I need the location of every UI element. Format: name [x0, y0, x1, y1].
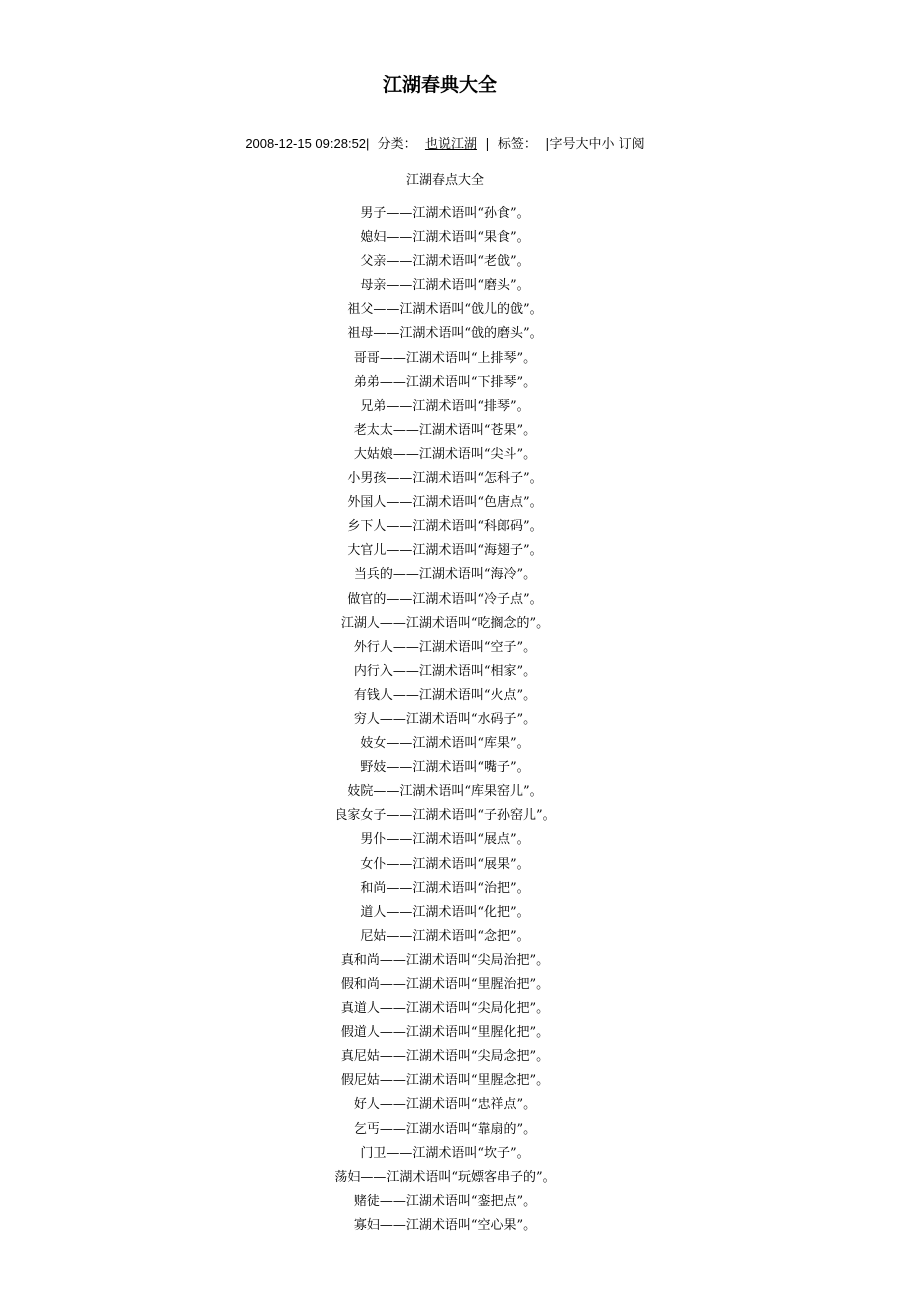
font-size-subscribe-tools[interactable]: |字号大中小 订阅 — [545, 137, 645, 152]
tags-label: 标签： — [497, 137, 537, 152]
term-entry: 哥哥——江湖术语叫“上排琴”。 — [353, 350, 537, 366]
term-entry: 祖母——江湖术语叫“戗的磨头”。 — [347, 326, 543, 342]
term-entry: 乡下人——江湖术语叫“科郎码”。 — [347, 519, 543, 535]
term-entry: 大官儿——江湖术语叫“海翅子”。 — [347, 543, 543, 559]
term-entry: 假尼姑——江湖术语叫“里腥念把”。 — [340, 1073, 550, 1089]
page-title: 江湖春典大全 — [382, 74, 497, 96]
post-datetime: 2008-12-15 09:28:52| — [245, 136, 370, 151]
term-entry: 男子——江湖术语叫“孙食”。 — [360, 206, 530, 221]
category-link[interactable]: 也说江湖 — [424, 137, 477, 152]
term-entry: 江湖人——江湖术语叫“吃搁念的”。 — [340, 615, 550, 631]
term-list — [0, 204, 890, 1240]
term-entry: 真和尚——江湖术语叫“尖局治把”。 — [340, 952, 550, 968]
term-entry: 外行人——江湖术语叫“空子”。 — [353, 639, 537, 655]
term-entry: 父亲——江湖术语叫“老戗”。 — [360, 254, 530, 270]
term-entry: 女仆——江湖术语叫“展果”。 — [360, 856, 530, 872]
term-entry: 小男孩——江湖术语叫“怎科子”。 — [347, 471, 543, 487]
term-entry: 和尚——江湖术语叫“治把”。 — [360, 880, 530, 896]
term-entry: 穷人——江湖术语叫“水码子”。 — [353, 711, 537, 727]
term-entry: 妓院——江湖术语叫“库果窑儿”。 — [347, 784, 543, 800]
term-entry: 荡妇——江湖术语叫“玩嫖客串子的”。 — [334, 1169, 556, 1185]
term-entry: 母亲——江湖术语叫“磨头”。 — [360, 278, 530, 294]
term-entry: 好人——江湖术语叫“忠祥点”。 — [353, 1097, 537, 1113]
term-entry: 有钱人——江湖术语叫“火点”。 — [353, 687, 537, 703]
term-entry: 老太太——江湖术语叫“苍果”。 — [353, 422, 537, 438]
term-entry: 真尼姑——江湖术语叫“尖局念把”。 — [340, 1049, 550, 1065]
term-entry: 寡妇——江湖术语叫“空心果”。 — [353, 1217, 537, 1233]
term-entry: 门卫——江湖术语叫“坎子”。 — [360, 1145, 530, 1161]
term-entry: 内行入——江湖术语叫“相家”。 — [353, 663, 537, 679]
term-entry: 外国人——江湖术语叫“色唐点”。 — [347, 495, 543, 511]
post-meta — [0, 133, 890, 152]
meta-separator: | — [485, 137, 490, 152]
term-entry: 良家女子——江湖术语叫“子孙窑儿”。 — [334, 808, 556, 824]
term-entry: 赌徒——江湖术语叫“銮把点”。 — [353, 1193, 537, 1209]
term-entry: 野妓——江湖术语叫“嘴子”。 — [360, 760, 530, 776]
term-entry: 真道人——江湖术语叫“尖局化把”。 — [340, 1001, 550, 1017]
term-entry: 弟弟——江湖术语叫“下排琴”。 — [353, 374, 537, 390]
term-entry: 大姑娘——江湖术语叫“尖斗”。 — [353, 446, 537, 462]
term-entry: 乞丐——江湖水语叫“靠扇的”。 — [353, 1121, 537, 1137]
term-entry: 做官的——江湖术语叫“冷子点”。 — [347, 591, 543, 607]
term-entry: 男仆——江湖术语叫“展点”。 — [360, 832, 530, 848]
term-entry: 当兵的——江湖术语叫“海冷”。 — [353, 567, 537, 583]
term-entry: 兄弟——江湖术语叫“排琴”。 — [360, 398, 530, 414]
term-entry: 假道人——江湖术语叫“里腥化把”。 — [340, 1025, 550, 1041]
article-subtitle: 江湖春点大全 — [405, 173, 484, 188]
category-label: 分类： — [377, 137, 417, 152]
term-entry: 祖父——江湖术语叫“戗儿的戗”。 — [347, 302, 543, 318]
term-entry: 尼姑——江湖术语叫“念把”。 — [360, 928, 530, 944]
term-entry: 假和尚——江湖术语叫“里腥治把”。 — [340, 977, 550, 992]
term-entry: 道人——江湖术语叫“化把”。 — [360, 904, 530, 920]
term-entry: 媳妇——江湖术语叫“果食”。 — [360, 230, 530, 246]
term-entry: 妓女——江湖术语叫“库果”。 — [360, 736, 530, 752]
